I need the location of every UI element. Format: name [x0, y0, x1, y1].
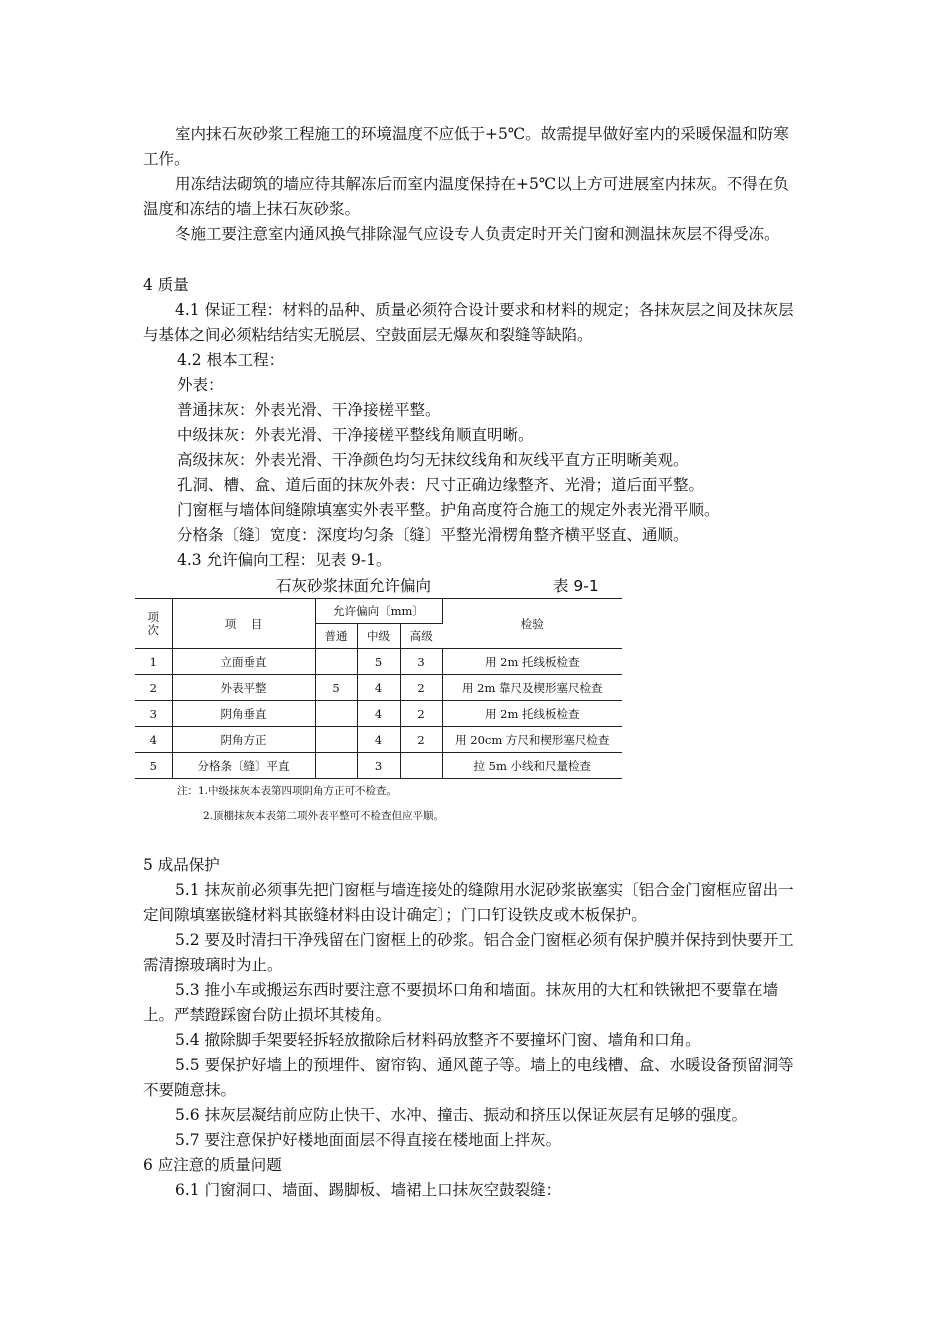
cell-check: 用 20cm 方尺和楔形塞尺检查	[442, 727, 622, 753]
cell-item: 阴角方正	[172, 727, 315, 753]
paragraph-5-4: 5.4 撤除脚手架要轻拆轻放撤除后材料码放整齐不要撞坏门窗、墙角和口角。	[175, 1031, 701, 1049]
cell-normal	[315, 727, 357, 753]
cell-normal	[315, 701, 357, 727]
cell-mid: 5	[357, 649, 400, 675]
paragraph-6-1: 6.1 门窗洞口、墙面、踢脚板、墙裙上口抹灰空鼓裂缝：	[175, 1181, 562, 1199]
header-item: 项 目	[172, 599, 315, 649]
table-title: 石灰砂浆抹面允许偏向	[276, 577, 432, 595]
cell-check: 拉 5m 小线和尺量检查	[442, 753, 622, 779]
cell-no: 5	[135, 753, 172, 779]
paragraph-ventilation: 冬施工要注意室内通风换气排除湿气应设专人负责定时开关门窗和测温抹灰层不得受冻。	[175, 225, 780, 243]
table-number: 表 9-1	[553, 577, 599, 595]
header-check: 检验	[442, 599, 622, 649]
cell-item: 立面垂直	[172, 649, 315, 675]
paragraph-4-3: 4.3 允许偏向工程：见表 9-1。	[177, 551, 392, 569]
cell-high: 2	[400, 727, 442, 753]
section-heading-protection: 5 成品保护	[143, 856, 220, 874]
cell-normal: 5	[315, 675, 357, 701]
line-mid-plaster: 中级抹灰：外表光滑、干净接槎平整线角顺直明晰。	[177, 426, 534, 444]
paragraph-5-7: 5.7 要注意保护好楼地面面层不得直接在楼地面上拌灰。	[175, 1131, 562, 1149]
table-row	[135, 727, 622, 753]
paragraph-4-2: 4.2 根本工程：	[177, 351, 285, 369]
cell-mid: 3	[357, 753, 400, 779]
paragraph-heating: 室内抹石灰砂浆工程施工的环境温度不应低于+5℃。故需提早做好室内的采暖保温和防寒工作。	[143, 125, 789, 168]
paragraph-5-3: 5.3 推小车或搬运东西时要注意不要损坏口角和墙面。抹灰用的大杠和铁锹把不要靠在墙上。严禁蹬踩窗台防止损坏其棱角。	[143, 981, 779, 1024]
cell-check: 用 2m 靠尺及楔形塞尺检查	[442, 675, 622, 701]
paragraph-5-2: 5.2 要及时清扫干净残留在门窗框上的砂浆。铝合金门窗框必须有保护膜并保持到快要开工需清擦玻璃时为止。	[143, 931, 794, 974]
cell-no: 2	[135, 675, 172, 701]
cell-mid: 4	[357, 727, 400, 753]
header-no: 项 次	[135, 599, 172, 649]
table-row	[135, 701, 622, 727]
table-note-1: 注：1.中级抹灰本表第四项阴角方正可不检查。	[177, 785, 398, 797]
line-normal-plaster: 普通抹灰：外表光滑、干净接槎平整。	[177, 401, 441, 419]
paragraph-4-1: 4.1 保证工程：材料的品种、质量必须符合设计要求和材料的规定；各抹灰层之间及抹灰层与基体之间必须粘结结实无脱层、空鼓面层无爆灰和裂缝等缺陷。	[143, 301, 794, 344]
line-surface: 外表：	[177, 376, 224, 394]
cell-no: 1	[135, 649, 172, 675]
paragraph-frozen-wall: 用冻结法砌筑的墙应待其解冻后而室内温度保持在+5℃以上方可进展室内抹灰。不得在负温度和冻结的墙上抹石灰砂浆。	[143, 175, 789, 218]
section-heading-quality-issues: 6 应注意的质量问题	[143, 1156, 282, 1174]
paragraph-5-6: 5.6 抹灰层凝结前应防止快干、水冲、撞击、振动和挤压以保证灰层有足够的强度。	[175, 1106, 748, 1124]
cell-high: 3	[400, 649, 442, 675]
cell-high: 2	[400, 701, 442, 727]
header-high: 高级	[400, 624, 442, 649]
cell-high	[400, 753, 442, 779]
section-heading-quality: 4 质量	[143, 276, 189, 294]
deviation-table	[135, 598, 622, 779]
cell-high: 2	[400, 675, 442, 701]
header-mid: 中级	[357, 624, 400, 649]
line-door-frame: 门窗框与墙体间缝隙填塞实外表平整。护角高度符合施工的规定外表光滑平顺。	[177, 501, 720, 519]
cell-normal	[315, 753, 357, 779]
cell-no: 4	[135, 727, 172, 753]
paragraph-5-1: 5.1 抹灰前必须事先把门窗框与墙连接处的缝隙用水泥砂浆嵌塞实〔铝合金门窗框应留出一定间隙填塞嵌缝材料其嵌缝材料由设计确定〕；门口钉设铁皮或木板保护。	[143, 881, 794, 924]
cell-item: 阴角垂直	[172, 701, 315, 727]
cell-item: 外表平整	[172, 675, 315, 701]
table-note-2: 2.顶棚抹灰本表第二项外表平整可不检查但应平顺。	[203, 810, 445, 822]
table-row	[135, 753, 622, 779]
line-divider-strip: 分格条〔缝〕宽度：深度均匀条〔缝〕平整光滑楞角整齐横平竖直、通顺。	[177, 526, 689, 544]
line-holes: 孔洞、槽、盒、道后面的抹灰外表：尺寸正确边缘整齐、光滑；道后面平整。	[177, 476, 705, 494]
paragraph-5-5: 5.5 要保护好墙上的预埋件、窗帘钩、通风蓖子等。墙上的电线槽、盒、水暖设备预留洞等不要随意抹。	[143, 1056, 794, 1099]
cell-mid: 4	[357, 701, 400, 727]
line-high-plaster: 高级抹灰：外表光滑、干净颜色均匀无抹纹线角和灰线平直方正明晰美观。	[177, 451, 689, 469]
cell-mid: 4	[357, 675, 400, 701]
cell-normal	[315, 649, 357, 675]
cell-no: 3	[135, 701, 172, 727]
cell-check: 用 2m 托线板检查	[442, 649, 622, 675]
header-normal: 普通	[315, 624, 357, 649]
cell-check: 用 2m 托线板检查	[442, 701, 622, 727]
cell-item: 分格条〔缝〕平直	[172, 753, 315, 779]
header-allowance: 允许偏向〔mm〕	[315, 599, 442, 624]
table-row	[135, 649, 622, 675]
table-row	[135, 675, 622, 701]
